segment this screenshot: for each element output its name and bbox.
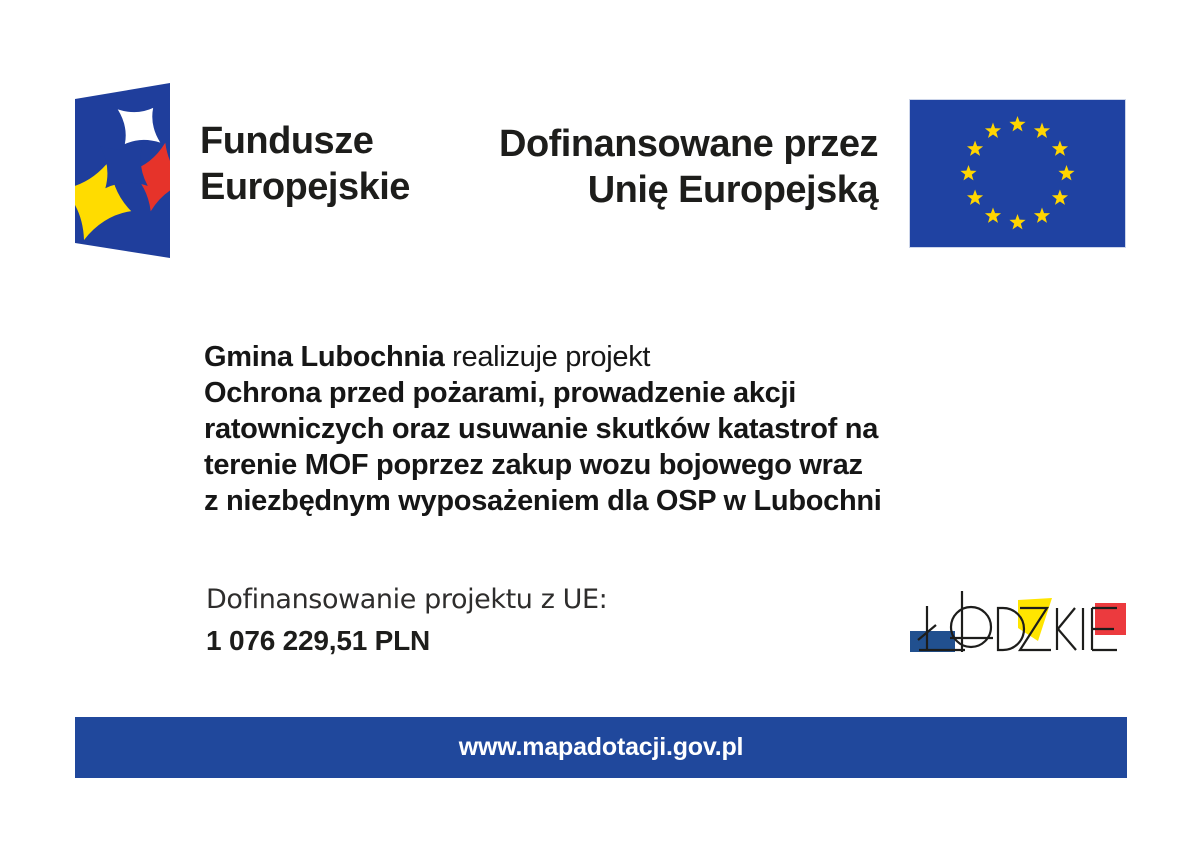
eu-attribution-line1: Dofinansowane przez (499, 123, 878, 165)
fe-wordmark (200, 118, 410, 210)
eu-attribution-line2: Unię Europejską (587, 169, 878, 211)
project-title-line: ratowniczych oraz usuwanie skutków katastrof na (204, 413, 879, 445)
project-title-line: Ochrona przed pożarami, prowadzenie akcji (204, 377, 797, 409)
funding-amount: 1 076 229,51 PLN (206, 625, 431, 656)
footer-bar (75, 717, 1127, 778)
fundusze-europejskie-flag-icon (73, 82, 173, 262)
beneficiary-name: Gmina Lubochnia (204, 341, 445, 373)
lodzkie-logo-icon (895, 588, 1140, 680)
project-intro-line (204, 339, 882, 375)
fe-wordmark-line1: Fundusze (200, 120, 374, 162)
funding-label: Dofinansowanie projektu z UE: (206, 584, 608, 615)
intro-suffix: realizuje projekt (444, 341, 651, 373)
project-title-line: z niezbędnym wyposażeniem dla OSP w Lubochni (204, 485, 882, 517)
footer-url: www.mapadotacji.gov.pl (458, 733, 744, 761)
project-description (204, 339, 882, 519)
eu-attribution (460, 121, 878, 213)
project-title-line: terenie MOF poprzez zakup wozu bojowego wraz (204, 449, 863, 481)
eu-flag-icon (910, 100, 1125, 247)
fe-wordmark-line2: Europejskie (200, 166, 410, 208)
